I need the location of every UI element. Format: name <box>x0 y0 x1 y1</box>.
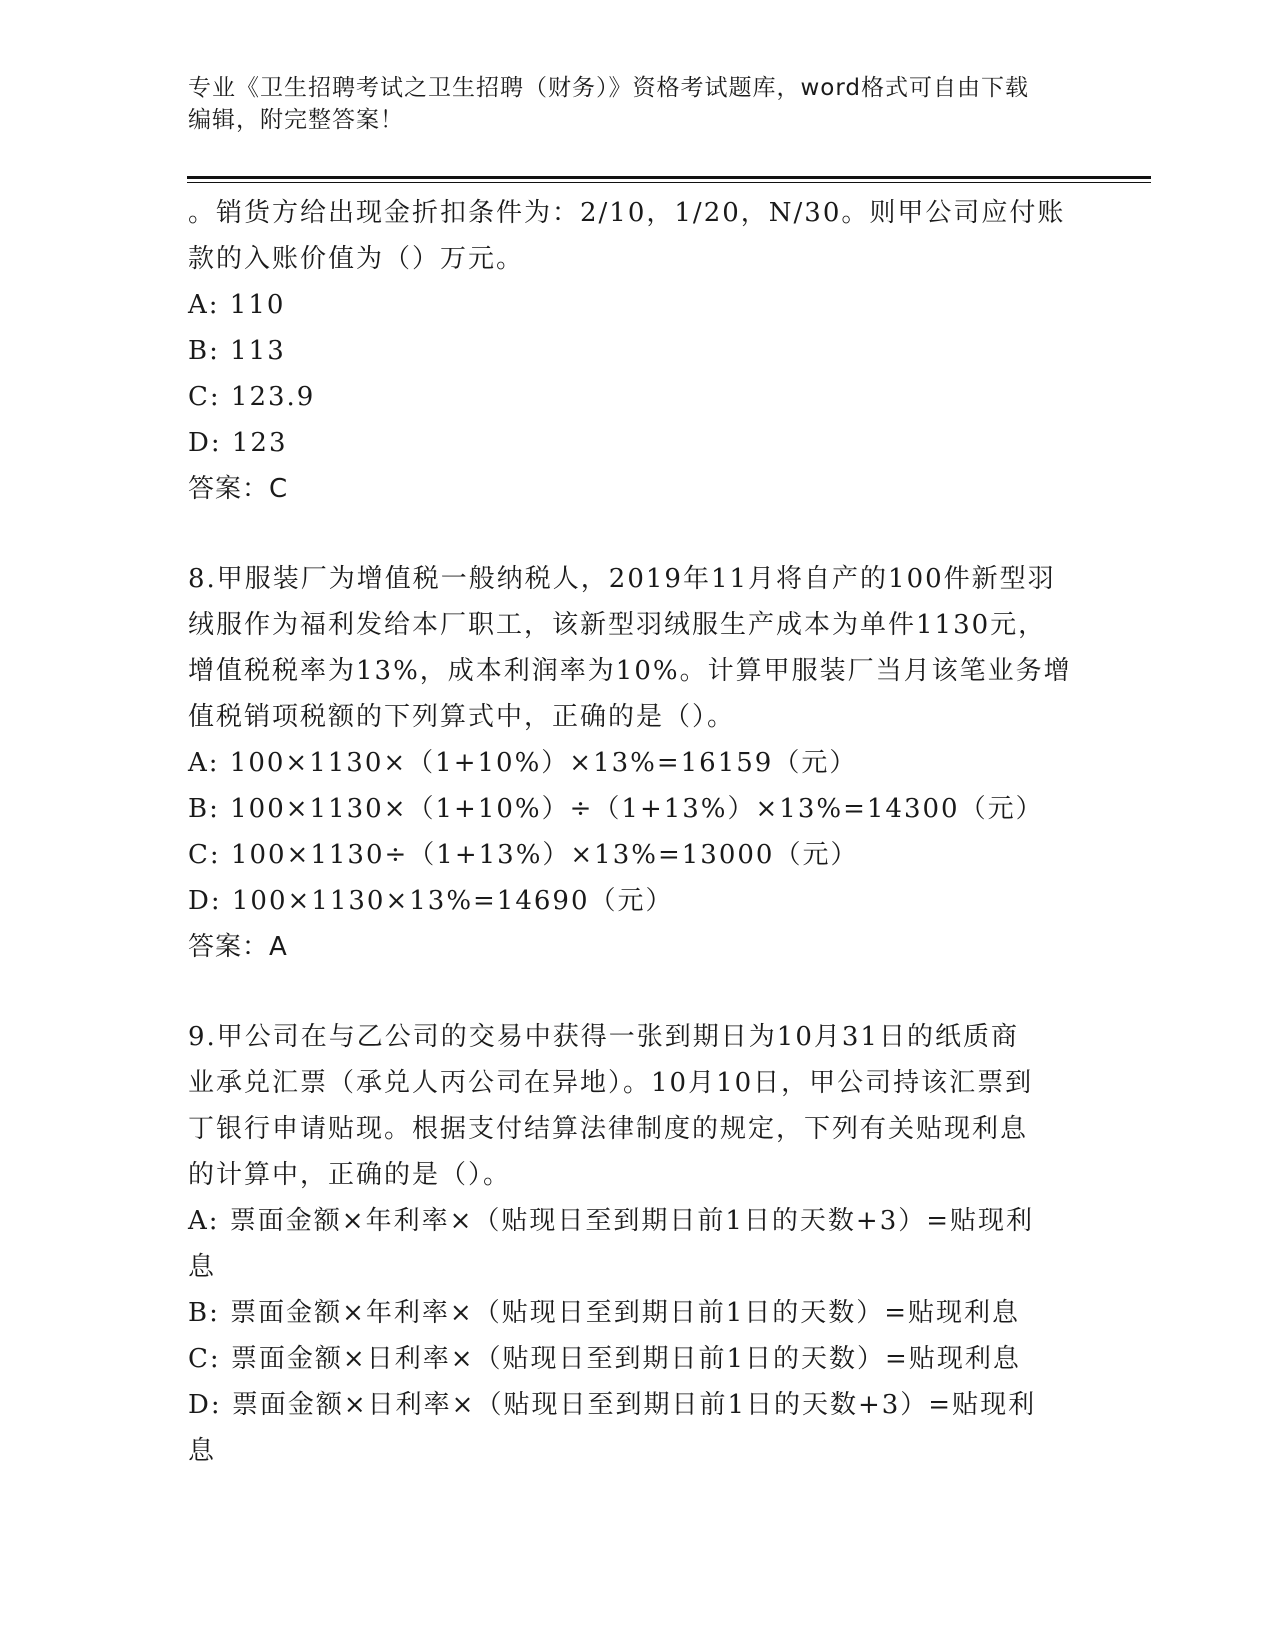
question-9-text-line-3: 丁银行申请贴现。根据支付结算法律制度的规定，下列有关贴现利息 <box>188 1114 1029 1144</box>
question-7-option-c: C: 123.9 <box>188 382 316 412</box>
question-9-option-c: C: 票面金额×日利率×（贴现日至到期日前1日的天数）=贴现利息 <box>188 1344 1021 1374</box>
question-9-option-d: D: 票面金额×日利率×（贴现日至到期日前1日的天数+3）=贴现利 <box>188 1390 1037 1420</box>
question-7-answer: 答案：C <box>188 474 289 504</box>
spacer <box>188 970 1088 1014</box>
question-7-option-d: D: 123 <box>188 428 288 458</box>
header-divider-thin <box>187 182 1151 183</box>
question-8-option-a: A: 100×1130×（1+10%）×13%=16159（元） <box>188 748 858 778</box>
document-header <box>188 72 1068 136</box>
question-9-option-a-continued: 息 <box>188 1252 217 1282</box>
question-7-text-line-2: 款的入账价值为（）万元。 <box>188 244 525 274</box>
question-9-text-line-2: 业承兑汇票（承兑人丙公司在异地）。10月10日，甲公司持该汇票到 <box>188 1068 1034 1098</box>
question-8-text-line-2: 绒服作为福利发给本厂职工，该新型羽绒服生产成本为单件1130元， <box>188 610 1047 640</box>
question-8-option-c: C: 100×1130÷（1+13%）×13%=13000（元） <box>188 840 859 870</box>
question-8 <box>188 556 1088 970</box>
question-9 <box>188 1014 1088 1474</box>
question-7-text-line-1: 。销货方给出现金折扣条件为：2/10，1/20，N/30。则甲公司应付账 <box>188 198 1066 228</box>
question-7 <box>188 190 1088 512</box>
question-8-answer: 答案：A <box>188 932 288 962</box>
question-7-option-a: A: 110 <box>188 290 286 320</box>
question-8-option-d: D: 100×1130×13%=14690（元） <box>188 886 674 916</box>
header-divider-thick <box>187 176 1151 179</box>
header-line-2: 编辑，附完整答案！ <box>188 107 404 133</box>
question-8-text-line-1: 8.甲服装厂为增值税一般纳税人，2019年11月将自产的100件新型羽 <box>188 564 1056 594</box>
header-line-1: 专业《卫生招聘考试之卫生招聘（财务）》资格考试题库，word格式可自由下载 <box>188 75 1030 101</box>
question-8-option-b: B: 100×1130×（1+10%）÷（1+13%）×13%=14300（元） <box>188 794 1044 824</box>
question-9-option-d-continued: 息 <box>188 1436 217 1466</box>
question-9-option-a: A: 票面金额×年利率×（贴现日至到期日前1日的天数+3）=贴现利 <box>188 1206 1035 1236</box>
question-9-option-b: B: 票面金额×年利率×（贴现日至到期日前1日的天数）=贴现利息 <box>188 1298 1021 1328</box>
question-content <box>188 190 1088 1474</box>
question-7-option-b: B: 113 <box>188 336 286 366</box>
spacer <box>188 512 1088 556</box>
question-8-text-line-4: 值税销项税额的下列算式中，正确的是（）。 <box>188 702 736 732</box>
question-9-text-line-4: 的计算中，正确的是（）。 <box>188 1160 512 1190</box>
question-9-text-line-1: 9.甲公司在与乙公司的交易中获得一张到期日为10月31日的纸质商 <box>188 1022 1019 1052</box>
question-8-text-line-3: 增值税税率为13%，成本利润率为10%。计算甲服装厂当月该笔业务增 <box>188 656 1072 686</box>
